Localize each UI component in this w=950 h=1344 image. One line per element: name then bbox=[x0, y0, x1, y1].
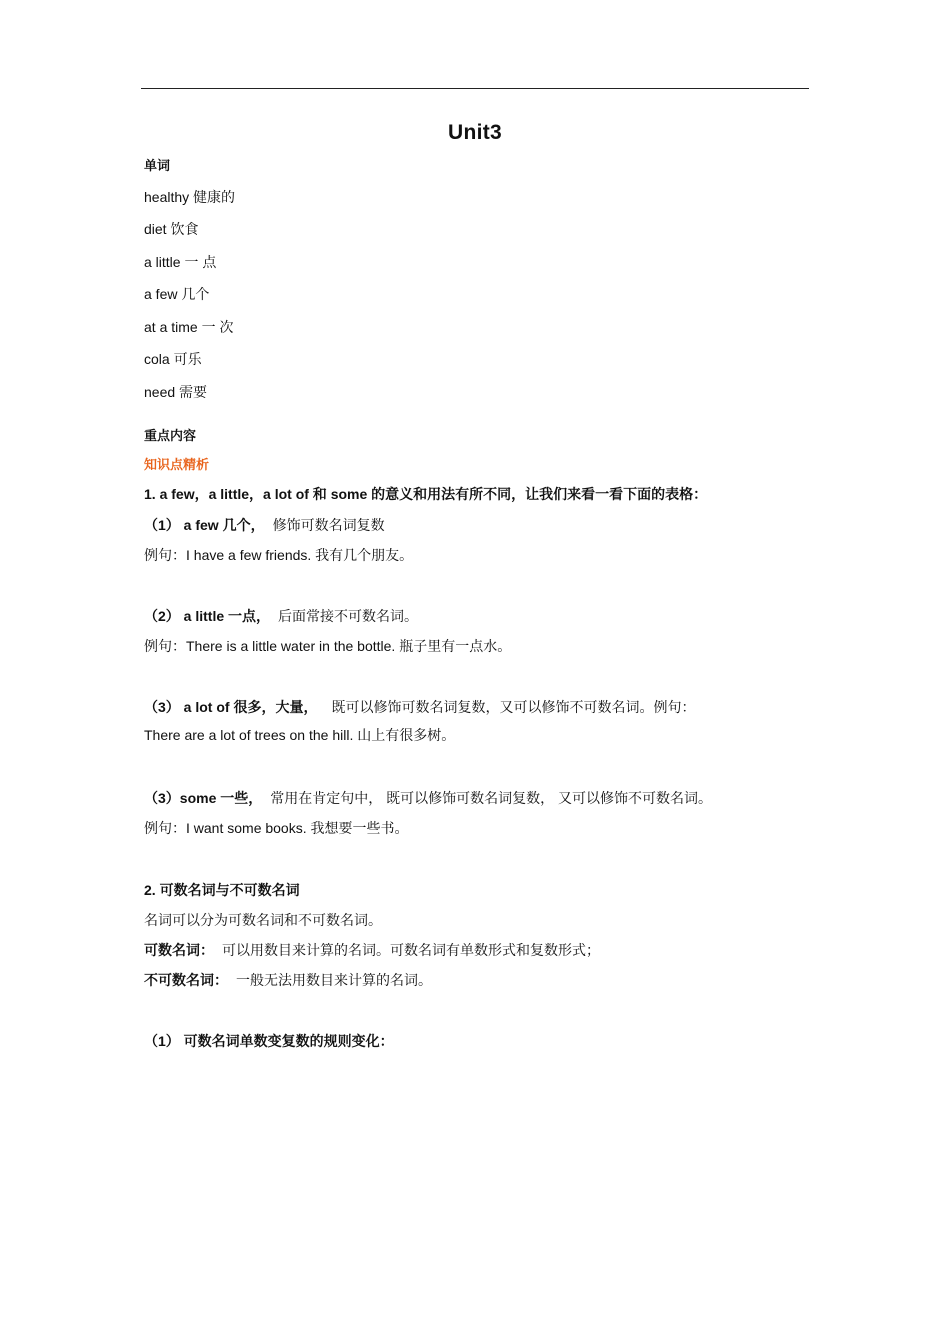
point1a-example: 例句：I have a few friends. 我有几个朋友。 bbox=[144, 547, 414, 563]
point1c-line bbox=[144, 698, 695, 716]
countable-label: 可数名词： bbox=[144, 942, 214, 958]
vocab-item: a few 几个 bbox=[144, 286, 210, 302]
point1d-example: 例句：I want some books. 我想要一些书。 bbox=[144, 820, 409, 836]
analysis-subheading: 知识点精析 bbox=[144, 457, 210, 472]
countable-desc: 可以用数目来计算的名词。可数名词有单数形式和复数形式； bbox=[222, 942, 600, 958]
key-points-heading: 重点内容 bbox=[144, 428, 197, 443]
point1b-desc: 后面常接不可数名词。 bbox=[278, 608, 419, 624]
countable-line bbox=[144, 941, 600, 959]
uncountable-desc: 一般无法用数目来计算的名词。 bbox=[236, 972, 432, 988]
point2-intro: 名词可以分为可数名词和不可数名词。 bbox=[144, 912, 382, 928]
point1b-label: （2） a little 一点， bbox=[144, 608, 271, 624]
vocab-item: at a time 一 次 bbox=[144, 319, 234, 335]
point1c-example: There are a lot of trees on the hill. 山上有很多树。 bbox=[144, 727, 456, 743]
page-title: Unit3 bbox=[448, 121, 502, 144]
vocab-item: healthy 健康的 bbox=[144, 189, 236, 205]
point1a-line bbox=[144, 516, 385, 534]
point1c-label: （3） a lot of 很多，大量， bbox=[144, 699, 318, 715]
uncountable-line bbox=[144, 971, 432, 989]
point1d-desc: 常用在肯定句中， 既可以修饰可数名词复数， 又可以修饰不可数名词。 bbox=[270, 790, 713, 806]
uncountable-label: 不可数名词： bbox=[144, 972, 228, 988]
point1a-desc: 修饰可数名词复数 bbox=[272, 517, 385, 533]
point1b-line bbox=[144, 607, 418, 625]
point1d-label: （3）some 一些， bbox=[144, 790, 263, 806]
vocab-item: cola 可乐 bbox=[144, 351, 202, 367]
point1c-desc: 既可以修饰可数名词复数，又可以修饰不可数名词。例句： bbox=[331, 699, 696, 715]
point1d-line bbox=[144, 789, 712, 807]
point1-title: 1. a few，a little，a lot of 和 some 的意义和用法有所不同，让我们来看一看下面的表格： bbox=[144, 486, 708, 502]
point1a-label: （1） a few 几个， bbox=[144, 517, 265, 533]
point2-title: 2. 可数名词与不可数名词 bbox=[144, 882, 300, 898]
vocab-heading: 单词 bbox=[144, 158, 171, 173]
vocab-item: diet 饮食 bbox=[144, 221, 199, 237]
header-rule bbox=[141, 88, 809, 89]
point1b-example: 例句：There is a little water in the bottle. 瓶子里有一点水。 bbox=[144, 638, 512, 654]
vocab-item: a little 一 点 bbox=[144, 254, 217, 270]
point2-sub1: （1） 可数名词单数变复数的规则变化： bbox=[144, 1033, 394, 1049]
vocab-item: need 需要 bbox=[144, 384, 208, 400]
